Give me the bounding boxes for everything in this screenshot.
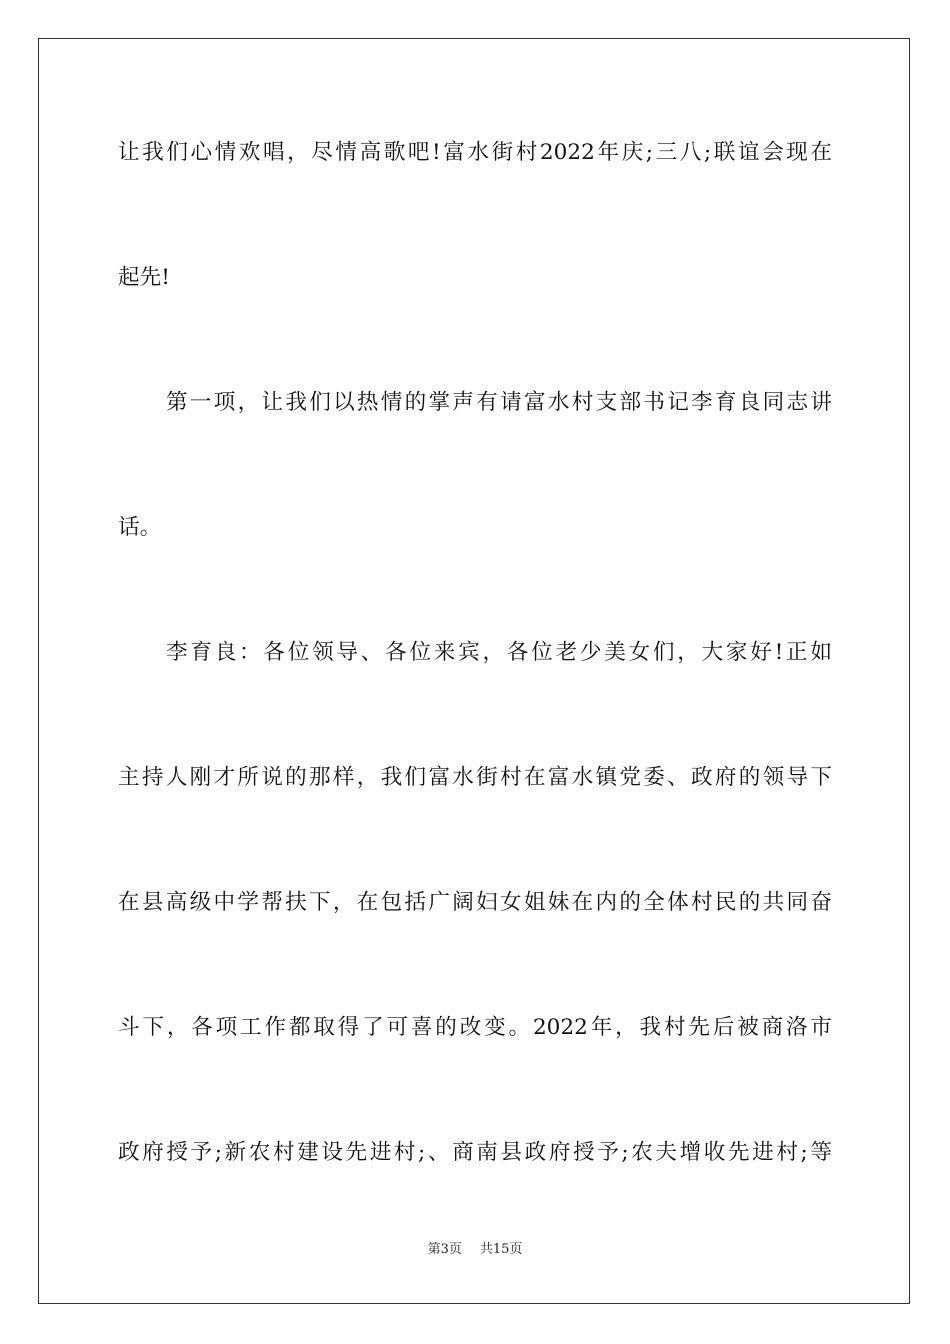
page-number: 第3页 xyxy=(427,1242,462,1257)
text-line-4: 话。 xyxy=(118,515,162,540)
page-total: 共15页 xyxy=(479,1242,523,1257)
text-line-9: 政府授予;新农村建设先进村;、商南县政府授予;农夫增收先进村;等 xyxy=(118,1140,832,1165)
text-line-3: 第一项，让我们以热情的掌声有请富水村支部书记李育良同志讲 xyxy=(166,390,832,415)
page-footer xyxy=(0,1240,950,1260)
text-line-5: 李育良：各位领导、各位来宾，各位老少美女们，大家好!正如 xyxy=(166,640,832,665)
text-line-6: 主持人刚才所说的那样，我们富水街村在富水镇党委、政府的领导下 xyxy=(118,765,832,790)
document-body xyxy=(118,117,832,1242)
text-line-7: 在县高级中学帮扶下，在包括广阔妇女姐妹在内的全体村民的共同奋 xyxy=(118,890,832,915)
text-line-2: 起先! xyxy=(118,265,170,290)
text-line-8: 斗下，各项工作都取得了可喜的改变。2022年，我村先后被商洛市 xyxy=(118,1015,832,1040)
text-line-1: 让我们心情欢唱，尽情高歌吧!富水街村2022年庆;三八;联谊会现在 xyxy=(118,140,832,165)
